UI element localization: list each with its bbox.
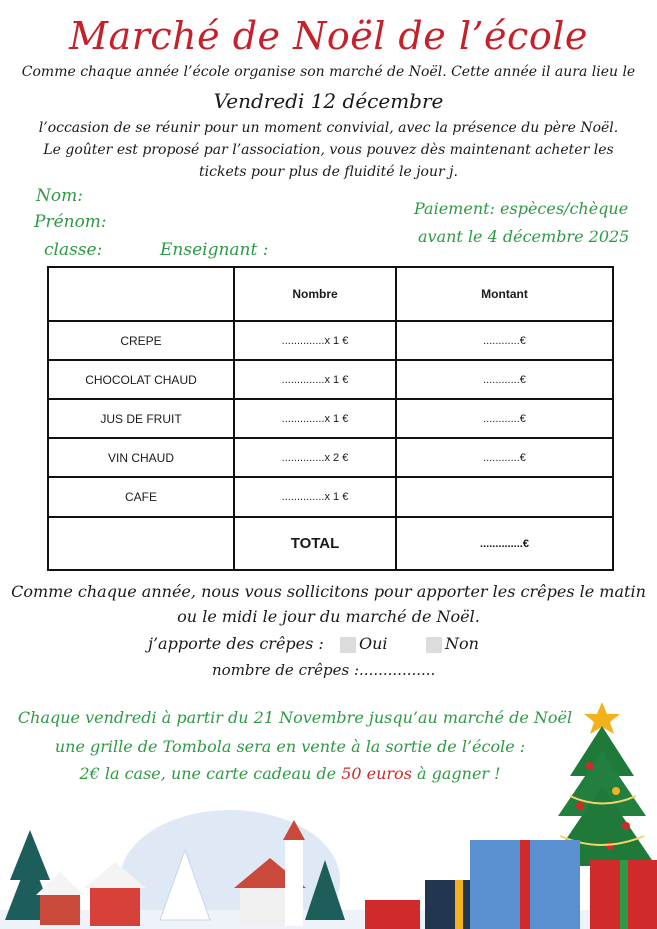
quantity-field[interactable]: ..............x 1 € (234, 399, 396, 438)
page-title: Marché de Noël de l’école (69, 14, 588, 58)
intro-text: Comme chaque année l’école organise son marché de Noël. Cette année il aura lieu le (21, 64, 636, 80)
crepes-request-line-1: Comme chaque année, nous vous sollicitons pour apporter les crêpes le matin (11, 582, 646, 601)
column-header-nombre: Nombre (234, 267, 396, 321)
non-option[interactable] (426, 634, 479, 653)
non-checkbox[interactable] (426, 637, 442, 653)
amount-field[interactable]: ............€ (396, 360, 613, 399)
table-row (48, 360, 613, 399)
table-header-row (48, 267, 613, 321)
enseignant-label: Enseignant : (160, 240, 269, 260)
description-line-2: Le goûter est proposé par l’association, vous pouvez dès maintenant acheter les (43, 142, 614, 158)
tombola-prize-amount: 50 euros (341, 764, 412, 783)
table-row (48, 438, 613, 477)
quantity-field[interactable]: ..............x 1 € (234, 360, 396, 399)
event-date: Vendredi 12 décembre (213, 89, 444, 113)
amount-field[interactable]: ............€ (396, 399, 613, 438)
description-line-1: l’occasion de se réunir pour un moment convivial, avec la présence du père Noël. (38, 120, 619, 136)
oui-label: Oui (359, 634, 388, 653)
deadline-text: avant le 4 décembre 2025 (418, 227, 630, 246)
quantity-field[interactable]: ..............x 1 € (234, 477, 396, 517)
item-name: CAFE (48, 477, 234, 517)
oui-option[interactable] (340, 634, 388, 653)
description-line-3: tickets pour plus de fluidité le jour j. (199, 164, 458, 180)
item-name: CREPE (48, 321, 234, 360)
item-name: VIN CHAUD (48, 438, 234, 477)
classe-label: classe: (44, 240, 103, 260)
quantity-field[interactable]: ..............x 1 € (234, 321, 396, 360)
christmas-village-illustration (0, 810, 657, 929)
amount-field[interactable]: ............€ (396, 438, 613, 477)
table-row (48, 399, 613, 438)
quantity-field[interactable]: ..............x 2 € (234, 438, 396, 477)
column-header-montant: Montant (396, 267, 613, 321)
amount-field[interactable] (396, 477, 613, 517)
total-label: TOTAL (234, 517, 396, 570)
oui-checkbox[interactable] (340, 637, 356, 653)
crepes-request-line-2: ou le midi le jour du marché de Noël. (177, 607, 480, 626)
item-name: CHOCOLAT CHAUD (48, 360, 234, 399)
apporte-label: j’apporte des crêpes : (148, 634, 324, 653)
tombola-line-2: une grille de Tombola sera en vente à la sortie de l’école : (54, 737, 526, 756)
table-header-empty (48, 267, 234, 321)
order-table (47, 266, 614, 571)
tombola-win: à gagner ! (411, 764, 501, 783)
prenom-label: Prénom: (34, 212, 107, 232)
paiement-text: Paiement: espèces/chèque (414, 199, 629, 218)
total-row (48, 517, 613, 570)
tombola-price: 2€ la case, une carte cadeau de (79, 764, 342, 783)
amount-field[interactable]: ............€ (396, 321, 613, 360)
table-row (48, 321, 613, 360)
nom-label: Nom: (36, 186, 83, 206)
total-empty (48, 517, 234, 570)
tombola-line-3 (0, 764, 580, 783)
tombola-line-1: Chaque vendredi à partir du 21 Novembre jusqu’au marché de Noël (17, 708, 573, 727)
non-label: Non (445, 634, 479, 653)
item-name: JUS DE FRUIT (48, 399, 234, 438)
total-field[interactable]: ..............€ (396, 517, 613, 570)
table-row (48, 477, 613, 517)
nombre-crepes-field[interactable]: nombre de crêpes :................ (212, 661, 436, 679)
